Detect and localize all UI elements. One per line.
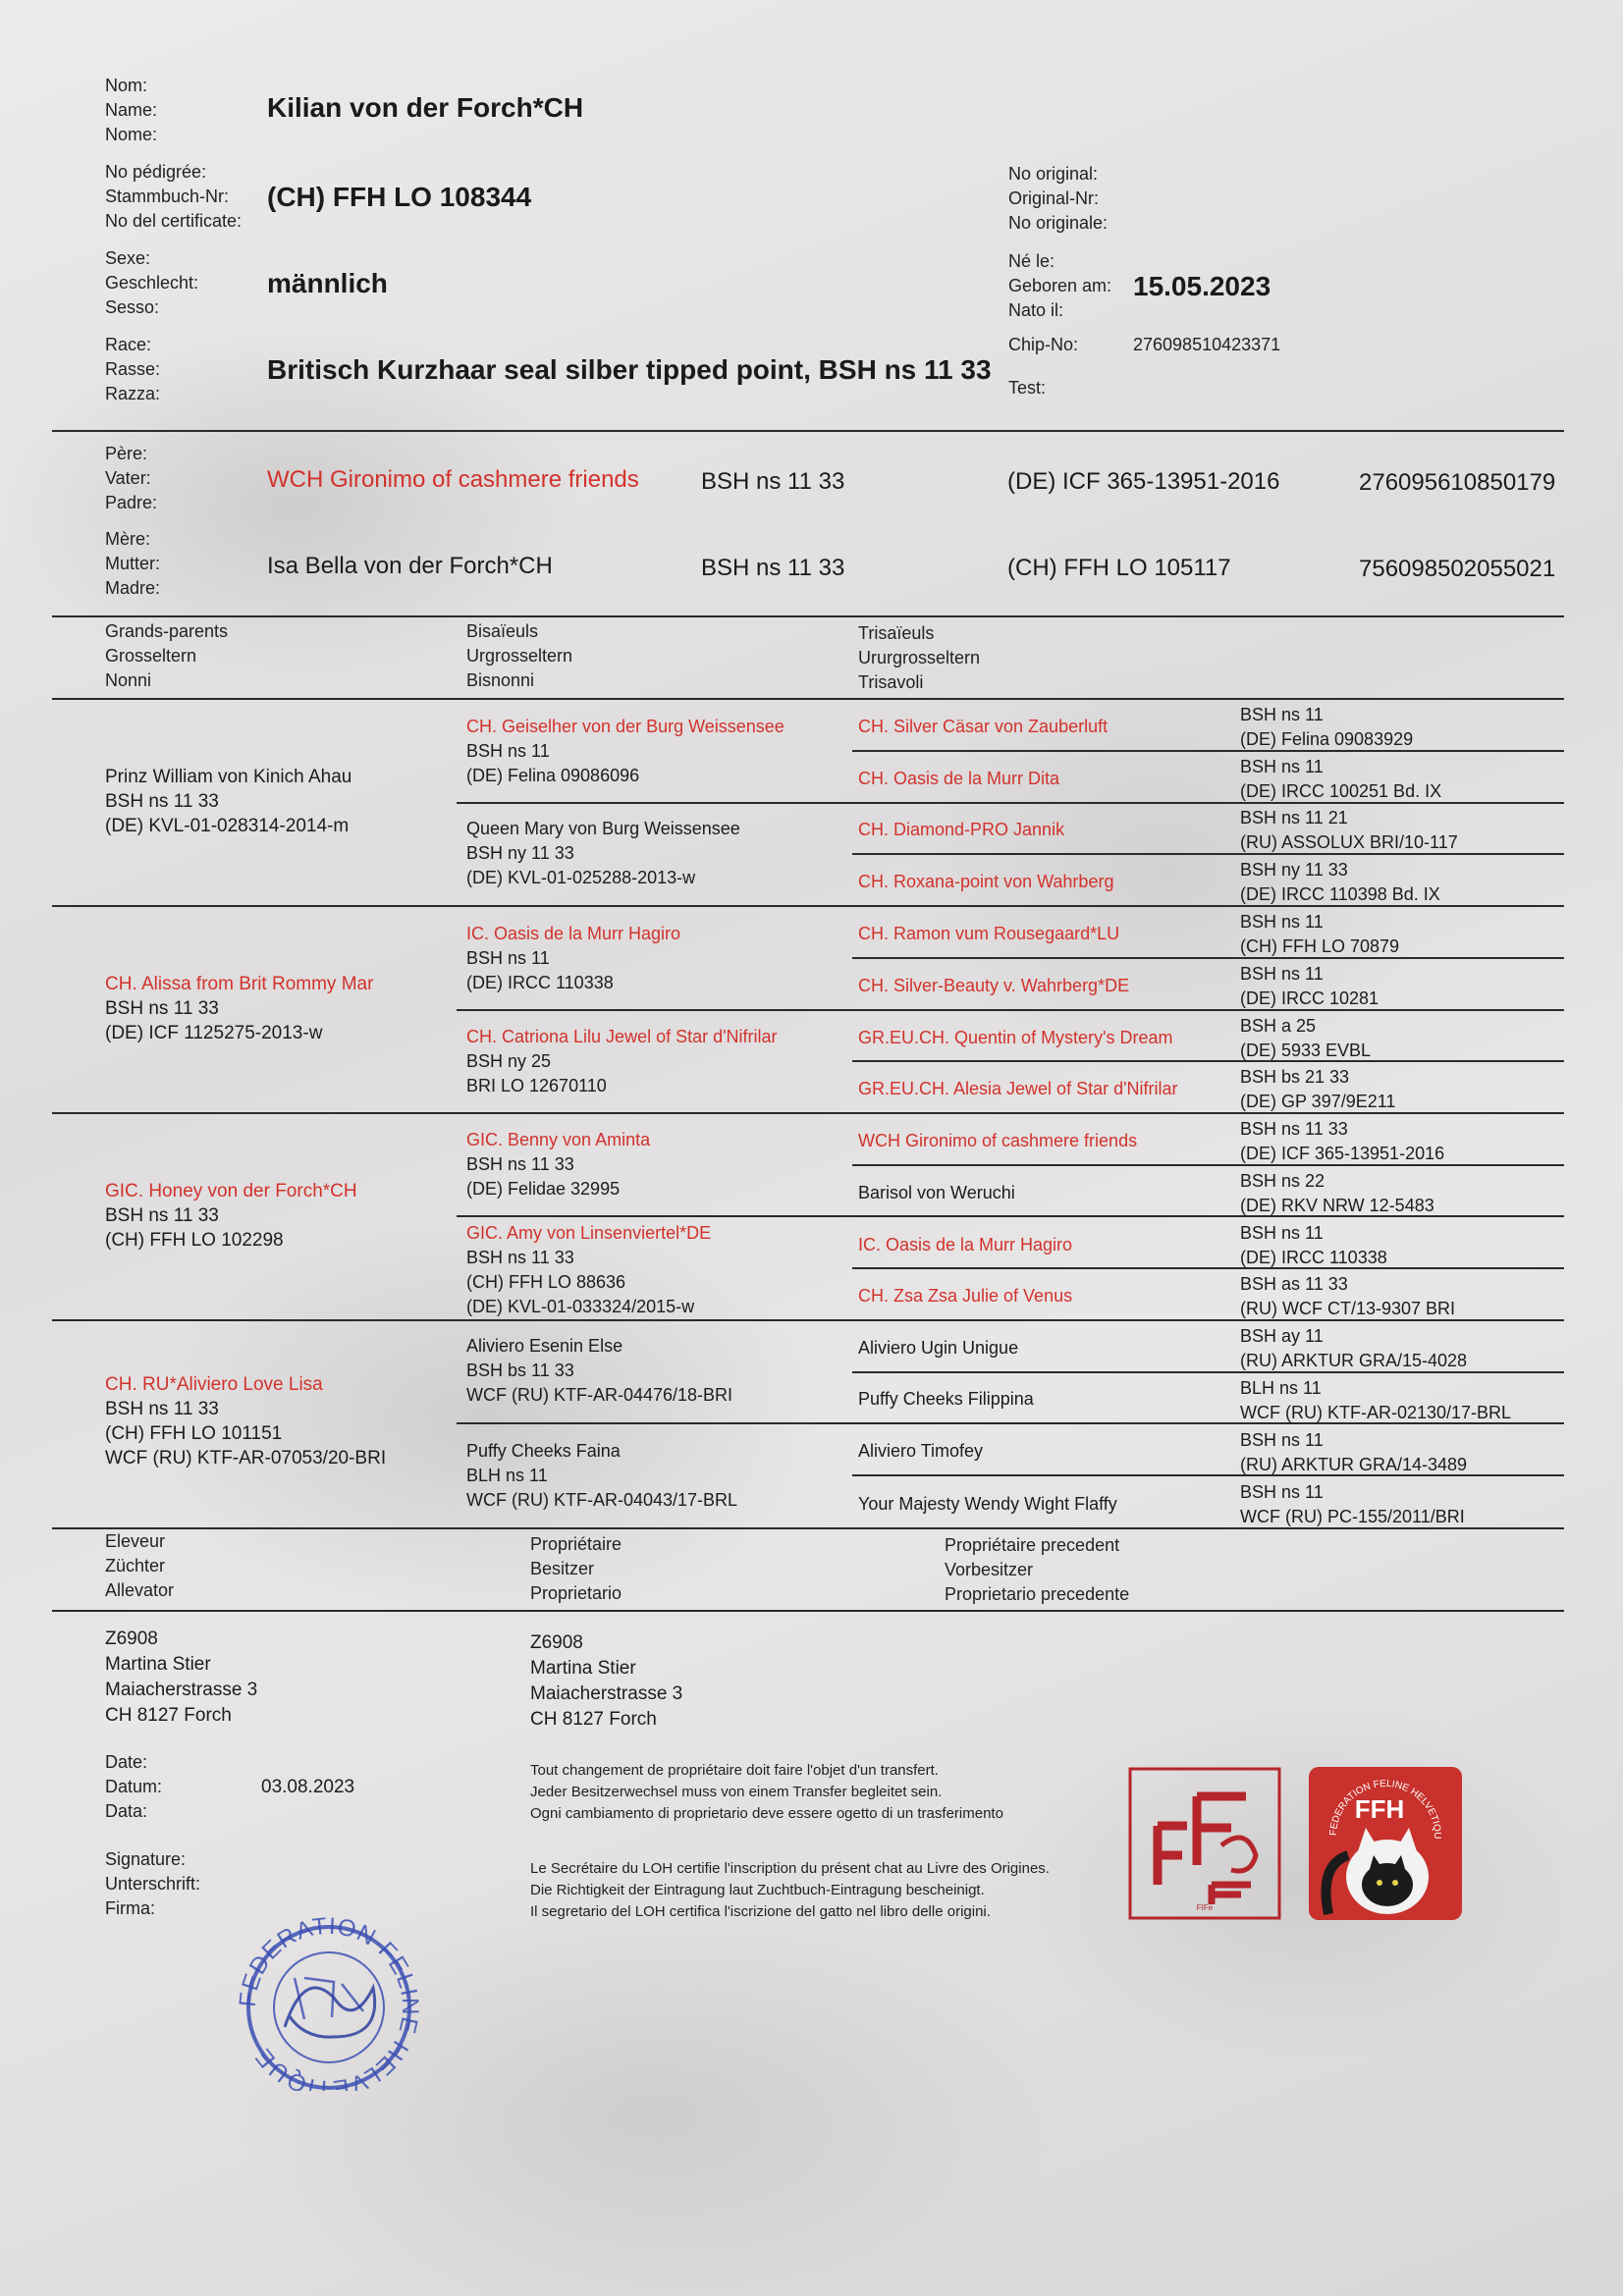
gggp-details: BSH a 25 (DE) 5933 EVBL xyxy=(1240,1016,1372,1060)
divider xyxy=(852,957,1564,959)
gggp-name: CH. Diamond-PRO Jannik xyxy=(858,820,1065,839)
gggp-name: Aliviero Ugin Unigue xyxy=(858,1338,1019,1358)
gggp-details: BSH ns 11 21 (RU) ASSOLUX BRI/10-117 xyxy=(1240,808,1458,852)
gggp-name: Puffy Cheeks Filippina xyxy=(858,1389,1034,1409)
issue-date: 03.08.2023 xyxy=(261,1777,355,1797)
great-great-grandparents-header: Trisaïeuls Ururgrosseltern Trisavoli xyxy=(858,623,981,692)
divider xyxy=(52,905,1564,907)
gggp-name: Your Majesty Wendy Wight Flaffy xyxy=(858,1494,1117,1514)
great-grandparent-2: Queen Mary von Burg Weissensee BSH ny 11 33 (DE) KVL-01-025288-2013-w xyxy=(466,819,740,887)
divider xyxy=(852,1371,1564,1373)
gggp-details: BSH ns 11 (DE) IRCC 10281 xyxy=(1240,964,1380,1008)
test-label: Test: xyxy=(1008,378,1047,398)
divider xyxy=(52,430,1564,432)
cat-name: Kilian von der Forch*CH xyxy=(267,92,584,123)
chip-number: 276098510423371 xyxy=(1133,335,1281,354)
birth-date: 15.05.2023 xyxy=(1133,271,1271,301)
race-labels: Race: Rasse: Razza: xyxy=(105,335,161,403)
divider xyxy=(852,1474,1564,1476)
svg-text:FIFe: FIFe xyxy=(1196,1903,1214,1912)
name-labels: Nom: Name: Nome: xyxy=(105,76,158,144)
divider xyxy=(852,1060,1564,1062)
divider xyxy=(457,1422,1564,1424)
transfer-note: Tout changement de propriétaire doit faire l'objet d'un transfert. Jeder Besitzerwechsel muss von einem Transfer begleitet sein. Ogni cambiamento di proprietario deve essere ogetto di un trasferimento xyxy=(530,1762,1003,1822)
father-labels: Père: Vater: Padre: xyxy=(105,444,158,512)
gggp-name: CH. Roxana-point von Wahrberg xyxy=(858,872,1114,891)
gggp-details: BLH ns 11 WCF (RU) KTF-AR-02130/17-BRL xyxy=(1240,1378,1512,1422)
pedigree-number: (CH) FFH LO 108344 xyxy=(267,182,532,212)
cat-race: Britisch Kurzhaar seal silber tipped point, BSH ns 11 33 xyxy=(267,354,992,385)
divider xyxy=(52,615,1564,617)
gggp-details: BSH ny 11 33 (DE) IRCC 110398 Bd. IX xyxy=(1240,860,1440,904)
gggp-name: GR.EU.CH. Quentin of Mystery's Dream xyxy=(858,1028,1173,1047)
grandparent-2: CH. Alissa from Brit Rommy Mar BSH ns 11 33 (DE) ICF 1125275-2013-w xyxy=(105,974,374,1043)
father-chip: 276095610850179 xyxy=(1359,469,1556,496)
great-grandparent-3: IC. Oasis de la Murr Hagiro BSH ns 11 (DE) IRCC 110338 xyxy=(466,924,681,992)
divider xyxy=(852,853,1564,855)
great-grandparent-1: CH. Geiselher von der Burg Weissensee BSH ns 11 (DE) Felina 09086096 xyxy=(466,717,784,785)
svg-text:FEDERATION FELINE HELVETIQUE: FEDERATION FELINE HELVETIQU xyxy=(1327,1778,1443,1840)
great-grandparent-8: Puffy Cheeks Faina BLH ns 11 WCF (RU) KTF-AR-04043/17-BRL xyxy=(466,1441,738,1510)
svg-text:FEDERATION FELINE HELVETIQUE: FEDERATION FELINE HELVETIQUE xyxy=(234,1912,424,2091)
gggp-name: GR.EU.CH. Alesia Jewel of Star d'Nifrilar xyxy=(858,1079,1178,1098)
breeder-labels: Eleveur Züchter Allevator xyxy=(105,1531,175,1600)
mother-labels: Mère: Mutter: Madre: xyxy=(105,529,161,598)
gggp-name: Aliviero Timofey xyxy=(858,1441,984,1461)
grandparent-1: Prinz William von Kinich Ahau BSH ns 11 33 (DE) KVL-01-028314-2014-m xyxy=(105,767,352,836)
ffh-logo xyxy=(1309,1767,1462,1920)
gggp-details: BSH ns 11 (CH) FFH LO 70879 xyxy=(1240,912,1400,956)
gggp-name: CH. Silver-Beauty v. Wahrberg*DE xyxy=(858,976,1130,995)
breeder-address: Z6908 Martina Stier Maiacherstrasse 3 CH 8127 Forch xyxy=(105,1629,258,1726)
divider xyxy=(52,1527,1564,1529)
owner-labels: Propriétaire Besitzer Proprietario xyxy=(530,1534,622,1603)
divider xyxy=(52,698,1564,700)
divider xyxy=(852,1267,1564,1269)
great-grandparent-6: GIC. Amy von Linsenviertel*DE BSH ns 11 33 (CH) FFH LO 88636 (DE) KVL-01-033324/2015-w xyxy=(466,1223,712,1316)
signature-labels: Signature: Unterschrift: Firma: xyxy=(105,1849,201,1918)
gggp-details: BSH ns 11 (DE) IRCC 110338 xyxy=(1240,1223,1387,1267)
chip-label: Chip-No: xyxy=(1008,335,1079,354)
gggp-details: BSH ns 11 (DE) IRCC 100251 Bd. IX xyxy=(1240,757,1442,801)
mother-registration: (CH) FFH LO 105117 xyxy=(1007,555,1231,581)
mother-ems: BSH ns 11 33 xyxy=(701,555,845,581)
divider xyxy=(457,1215,1564,1217)
gggp-name: Barisol von Weruchi xyxy=(858,1183,1015,1202)
gggp-details: BSH ay 11 (RU) ARKTUR GRA/15-4028 xyxy=(1240,1326,1468,1370)
certification-note: Le Secrétaire du LOH certifie l'inscription du présent chat au Livre des Origines. Die Richtigkeit der Eintragung laut Zuchtbuch-Eintragung bescheinigt. Il segretario del LOH certifica l'iscrizione del gatto nel libro delle origini. xyxy=(530,1860,1050,1920)
gggp-name: CH. Ramon vum Rousegaard*LU xyxy=(858,924,1120,943)
divider xyxy=(457,1009,1564,1011)
grandparent-4: CH. RU*Aliviero Love Lisa BSH ns 11 33 (CH) FFH LO 101151 WCF (RU) KTF-AR-07053/20-BRI xyxy=(105,1374,387,1468)
great-grandparent-7: Aliviero Esenin Else BSH bs 11 33 WCF (RU) KTF-AR-04476/18-BRI xyxy=(466,1336,733,1405)
gggp-name: IC. Oasis de la Murr Hagiro xyxy=(858,1235,1073,1255)
gggp-details: BSH bs 21 33 (DE) GP 397/9E211 xyxy=(1240,1067,1396,1111)
gggp-details: BSH ns 11 WCF (RU) PC-155/2011/BRI xyxy=(1240,1482,1465,1526)
gggp-name: CH. Zsa Zsa Julie of Venus xyxy=(858,1286,1073,1306)
divider xyxy=(852,750,1564,752)
gggp-name: WCH Gironimo of cashmere friends xyxy=(858,1131,1138,1150)
father-ems: BSH ns 11 33 xyxy=(701,468,845,495)
gggp-details: BSH as 11 33 (RU) WCF CT/13-9307 BRI xyxy=(1240,1274,1456,1318)
mother-chip: 756098502055021 xyxy=(1359,556,1556,582)
gggp-name: CH. Silver Cäsar von Zauberluft xyxy=(858,717,1109,736)
federation-stamp xyxy=(226,1909,432,2091)
born-labels: Né le: Geboren am: Nato il: xyxy=(1008,251,1112,320)
gggp-name: CH. Oasis de la Murr Dita xyxy=(858,769,1060,788)
fife-logo xyxy=(1128,1767,1281,1920)
pedigree-labels: No pédigrée: Stammbuch-Nr: No del certificate: xyxy=(105,162,243,231)
date-labels: Date: Datum: Data: xyxy=(105,1752,163,1821)
svg-text:FFH: FFH xyxy=(1354,1794,1405,1824)
cat-sex: männlich xyxy=(267,268,388,298)
divider xyxy=(52,1610,1564,1612)
divider xyxy=(457,802,1564,804)
grandparent-3: GIC. Honey von der Forch*CH BSH ns 11 33 (CH) FFH LO 102298 xyxy=(105,1181,357,1251)
gggp-details: BSH ns 11 33 (DE) ICF 365-13951-2016 xyxy=(1240,1119,1445,1163)
owner-address: Z6908 Martina Stier Maiacherstrasse 3 CH 8127 Forch xyxy=(530,1632,683,1730)
grandparents-header: Grands-parents Grosseltern Nonni xyxy=(105,621,229,690)
father-name: WCH Gironimo of cashmere friends xyxy=(267,466,639,493)
divider xyxy=(52,1112,1564,1114)
great-grandparents-header: Bisaïeuls Urgrosseltern Bisnonni xyxy=(466,621,573,690)
gggp-details: BSH ns 11 (RU) ARKTUR GRA/14-3489 xyxy=(1240,1430,1468,1474)
previous-owner-labels: Propriétaire precedent Vorbesitzer Proprietario precedente xyxy=(945,1535,1130,1604)
sex-labels: Sexe: Geschlecht: Sesso: xyxy=(105,248,199,317)
divider xyxy=(52,1319,1564,1321)
great-grandparent-5: GIC. Benny von Aminta BSH ns 11 33 (DE) Felidae 32995 xyxy=(466,1130,651,1199)
divider xyxy=(852,1164,1564,1166)
father-registration: (DE) ICF 365-13951-2016 xyxy=(1007,468,1280,495)
great-grandparent-4: CH. Catriona Lilu Jewel of Star d'Nifrilar BSH ny 25 BRI LO 12670110 xyxy=(466,1027,778,1095)
mother-name: Isa Bella von der Forch*CH xyxy=(267,553,553,579)
original-labels: No original: Original-Nr: No originale: xyxy=(1008,164,1109,233)
gggp-details: BSH ns 22 (DE) RKV NRW 12-5483 xyxy=(1240,1171,1434,1215)
gggp-details: BSH ns 11 (DE) Felina 09083929 xyxy=(1240,705,1414,749)
